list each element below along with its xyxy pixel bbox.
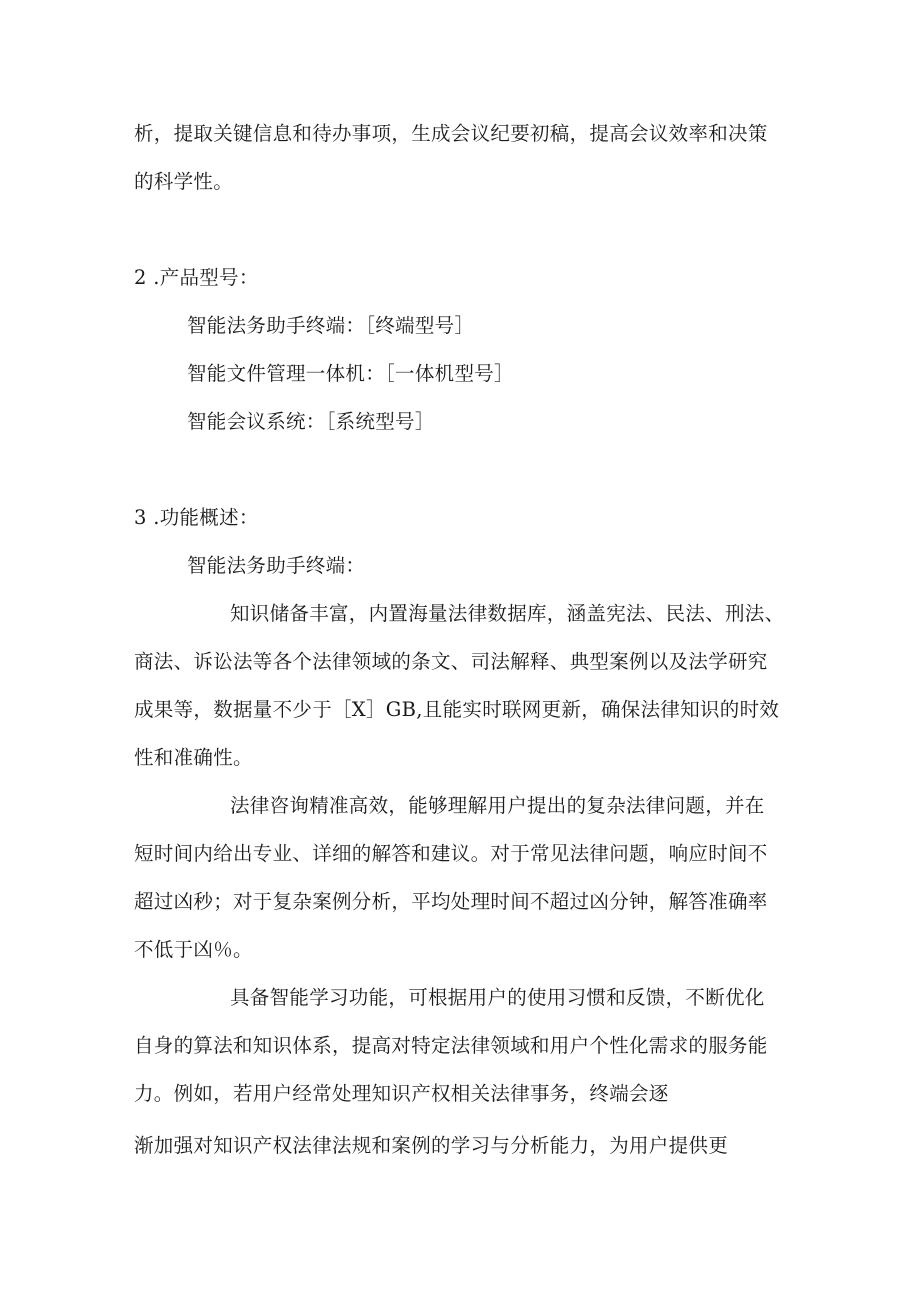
para1-line-1: 知识储备丰富，内置海量法律数据库，涵盖宪法、民法、刑法、	[230, 602, 785, 625]
product-model-file-machine: 智能文件管理一体机：［一体机型号］	[187, 362, 514, 385]
section-3-heading: 3 .功能概述：	[134, 506, 259, 529]
section-3-subheading: 智能法务助手终端：	[187, 554, 366, 577]
section-2-heading: 2 .产品型号：	[134, 266, 259, 289]
para2-line-3: 超过凶秒；对于复杂案例分析，平均处理时间不超过凶分钟，解答准确率	[134, 890, 768, 913]
para2-line-1: 法律咨询精准高效，能够理解用户提出的复杂法律问题，并在	[230, 794, 765, 817]
product-model-terminal: 智能法务助手终端：［终端型号］	[187, 314, 475, 337]
intro-line-1: 析，提取关键信息和待办事项，生成会议纪要初稿，提高会议效率和决策	[134, 122, 768, 145]
para3-line-3: 力。例如，若用户经常处理知识产权相关法律事务，终端会逐	[134, 1082, 669, 1105]
para2-line-2: 短时间内给出专业、详细的解答和建议。对于常见法律问题，响应时间不	[134, 842, 768, 865]
para1-line-4: 性和准确性。	[134, 746, 253, 769]
product-model-meeting-system: 智能会议系统：［系统型号］	[187, 410, 435, 433]
para1-line-3: 成果等，数据量不少于［X］GB,且能实时联网更新，确保法律知识的时效	[134, 698, 780, 721]
para2-line-4: 不低于凶％。	[134, 938, 253, 961]
para3-line-4: 渐加强对知识产权法律法规和案例的学习与分析能力，为用户提供更	[134, 1134, 729, 1157]
para3-line-2: 自身的算法和知识体系，提高对特定法律领域和用户个性化需求的服务能	[134, 1034, 768, 1057]
para1-line-2: 商法、诉讼法等各个法律领域的条文、司法解释、典型案例以及法学研究	[134, 650, 768, 673]
intro-line-2: 的科学性。	[134, 170, 234, 193]
para3-line-1: 具备智能学习功能，可根据用户的使用习惯和反馈，不断优化	[230, 986, 765, 1009]
